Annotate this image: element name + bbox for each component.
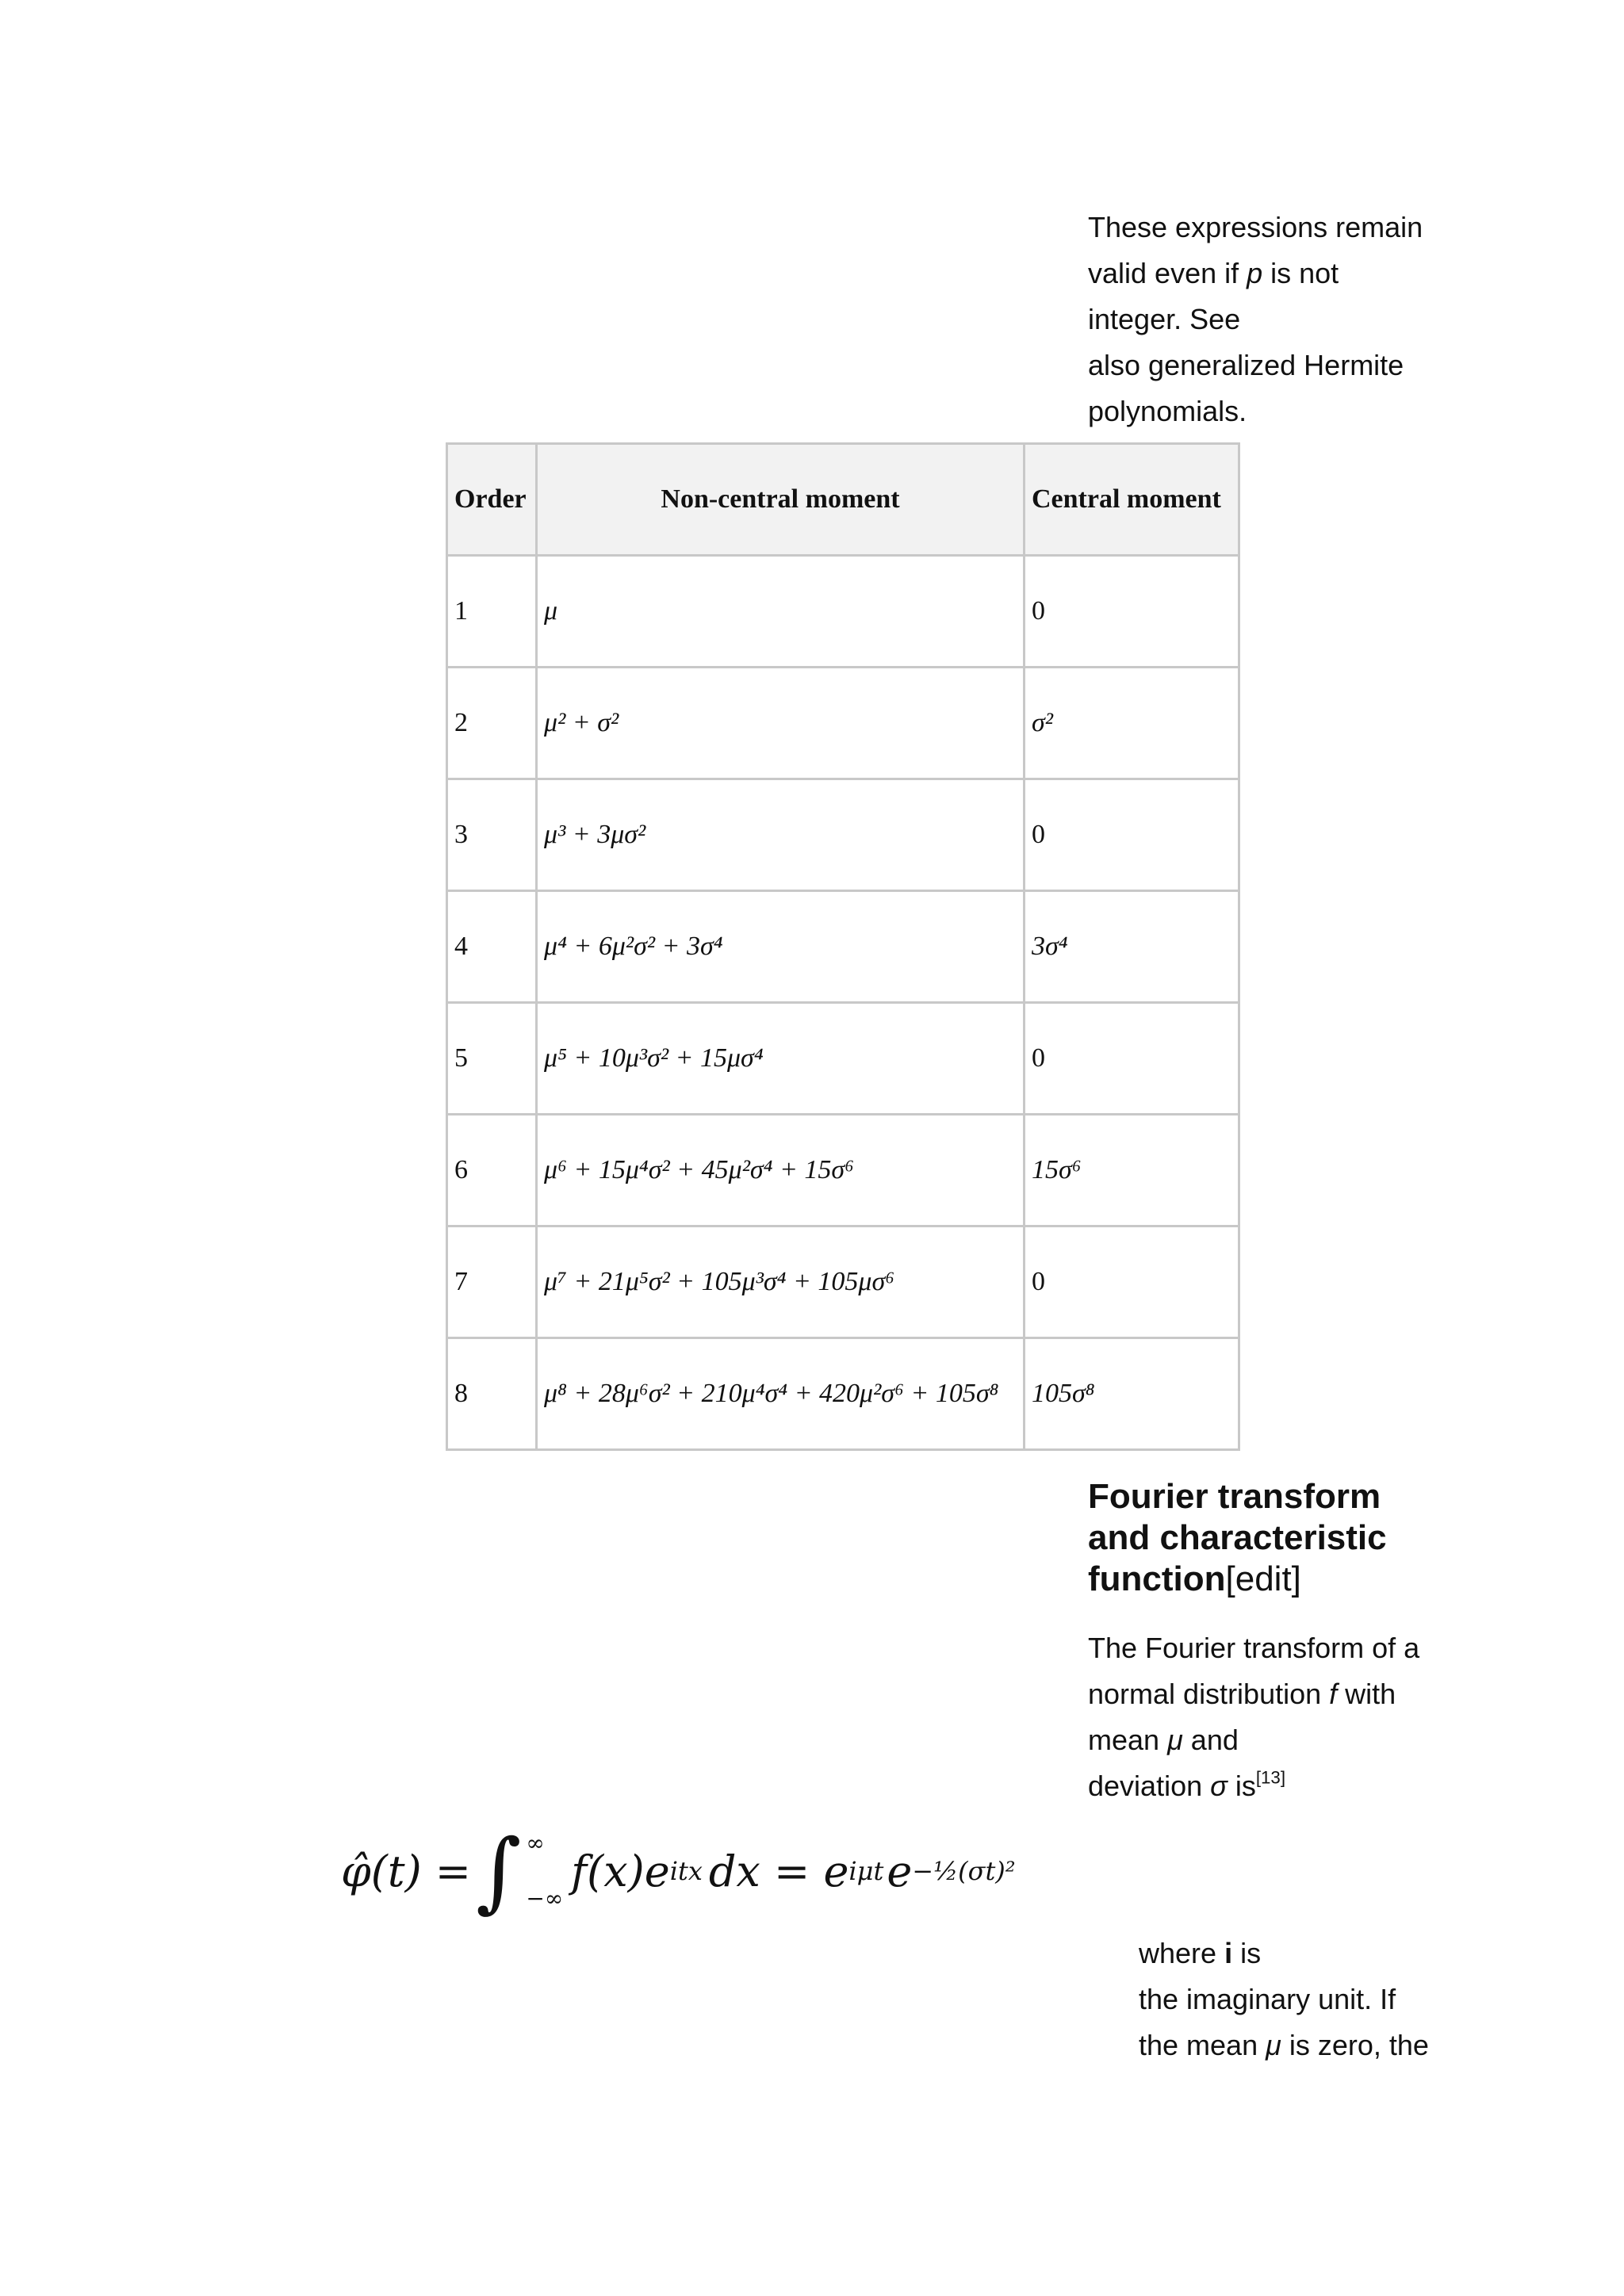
cell-noncentral (537, 779, 1025, 891)
cell-central (1025, 891, 1239, 1003)
formula-text: μ⁷ + 21μ⁵σ² + 105μ³σ⁴ + 105μσ⁶ (544, 1267, 895, 1296)
cell-order: 4 (447, 891, 537, 1003)
integrand-exponent: itx (669, 1856, 703, 1886)
variable-f: f (1329, 1678, 1338, 1710)
cell-noncentral (537, 1003, 1025, 1115)
header-order: Order (447, 444, 537, 556)
note-line: These expressions remain (1088, 211, 1423, 243)
text: where (1139, 1937, 1225, 1969)
text: normal distribution (1088, 1678, 1330, 1710)
paragraph-line (1088, 1763, 1461, 1809)
formula-text: μ⁵ + 10μ³σ² + 15μσ⁴ (544, 1043, 764, 1073)
formula-text: μ⁶ + 15μ⁴σ² + 45μ²σ⁴ + 15σ⁶ (544, 1155, 854, 1184)
formula-text: 105σ⁸ (1032, 1379, 1095, 1408)
variable-mu: μ (1167, 1724, 1183, 1756)
cell-order: 6 (447, 1115, 537, 1226)
table-row (447, 1115, 1239, 1226)
formula-text: μ⁴ + 6μ²σ² + 3σ⁴ (544, 932, 723, 961)
exponent-2: −½(σt)² (912, 1856, 1016, 1886)
heading-line: and characteristic (1088, 1518, 1387, 1557)
text: is not (1262, 257, 1339, 289)
header-noncentral: Non-central moment (537, 444, 1025, 556)
text: mean (1088, 1724, 1168, 1756)
paragraph-line (1088, 1671, 1461, 1717)
heading-text: function (1088, 1559, 1226, 1598)
note-paragraph (1088, 205, 1453, 434)
text: is (1227, 1770, 1256, 1802)
variable-mu: μ (1266, 2029, 1281, 2061)
table-row (447, 668, 1239, 779)
cell-noncentral (537, 1115, 1025, 1226)
header-central: Central moment (1025, 444, 1239, 556)
fourier-formula (341, 1816, 1016, 1927)
table-row (447, 1338, 1239, 1450)
formula-text: 15σ⁶ (1032, 1155, 1082, 1184)
table-row (447, 1003, 1239, 1115)
edit-link[interactable]: [edit] (1225, 1559, 1301, 1598)
text: is zero, the (1281, 2029, 1429, 2061)
text: the mean (1139, 2029, 1266, 2061)
text: deviation (1088, 1770, 1211, 1802)
formula-rhs: dx = e (708, 1846, 849, 1896)
note-line (1088, 251, 1453, 297)
variable-p: p (1247, 257, 1263, 289)
after-paragraph (1139, 1931, 1488, 2068)
text: with (1337, 1678, 1396, 1710)
table-row (447, 1226, 1239, 1338)
table-row (447, 891, 1239, 1003)
table-header-row (447, 444, 1239, 556)
cell-noncentral (537, 668, 1025, 779)
note-line: polynomials. (1088, 395, 1247, 427)
integral-limits (526, 1816, 563, 1927)
heading-line: Fourier transform (1088, 1477, 1381, 1516)
cell-noncentral (537, 1338, 1025, 1450)
formula-text: μ⁸ + 28μ⁶σ² + 210μ⁴σ⁴ + 420μ²σ⁶ + 105σ⁸ (544, 1379, 999, 1408)
cell-central (1025, 668, 1239, 779)
cell-central (1025, 1115, 1239, 1226)
cell-order: 3 (447, 779, 537, 891)
heading-line (1088, 1559, 1453, 1600)
fourier-paragraph (1088, 1625, 1461, 1809)
cell-order: 1 (447, 556, 537, 668)
cell-central: 0 (1025, 1003, 1239, 1115)
reference-link[interactable]: [13] (1255, 1767, 1286, 1788)
note-line: integer. See (1088, 303, 1241, 335)
paragraph-line (1139, 2022, 1488, 2068)
formula-text: μ² + σ² (544, 708, 619, 737)
cell-noncentral (537, 891, 1025, 1003)
cell-central (1025, 1338, 1239, 1450)
cell-order: 2 (447, 668, 537, 779)
paragraph-line: the imaginary unit. If (1139, 1983, 1396, 2015)
exp-base: e (887, 1846, 913, 1896)
text: valid even if (1088, 257, 1247, 289)
variable-sigma: σ (1210, 1770, 1228, 1802)
paragraph-line (1088, 1717, 1461, 1763)
cell-order: 7 (447, 1226, 537, 1338)
integral-sign: ∫ (476, 1820, 522, 1922)
cell-order: 8 (447, 1338, 537, 1450)
cell-central: 0 (1025, 1226, 1239, 1338)
formula-lhs: φ̂(t) = (341, 1846, 472, 1896)
paragraph-line (1139, 1931, 1488, 1976)
text: and (1182, 1724, 1239, 1756)
imaginary-unit: i (1224, 1937, 1233, 1969)
text: is (1232, 1937, 1262, 1969)
cell-central: 0 (1025, 779, 1239, 891)
integrand: f(x)e (571, 1846, 670, 1896)
upper-limit: ∞ (526, 1830, 545, 1856)
table-row (447, 779, 1239, 891)
moments-table (446, 442, 1240, 1451)
exponent-1: iμt (848, 1856, 884, 1886)
formula-text: μ (544, 596, 558, 626)
cell-noncentral (537, 1226, 1025, 1338)
table-row (447, 556, 1239, 668)
formula-text: σ² (1032, 708, 1053, 737)
paragraph-line: The Fourier transform of a (1088, 1632, 1420, 1664)
note-line: also generalized Hermite (1088, 349, 1404, 381)
lower-limit: −∞ (526, 1885, 564, 1911)
section-heading (1088, 1476, 1453, 1600)
formula-text: μ³ + 3μσ² (544, 820, 646, 849)
formula-text: 3σ⁴ (1032, 932, 1068, 961)
cell-noncentral (537, 556, 1025, 668)
cell-central: 0 (1025, 556, 1239, 668)
cell-order: 5 (447, 1003, 537, 1115)
